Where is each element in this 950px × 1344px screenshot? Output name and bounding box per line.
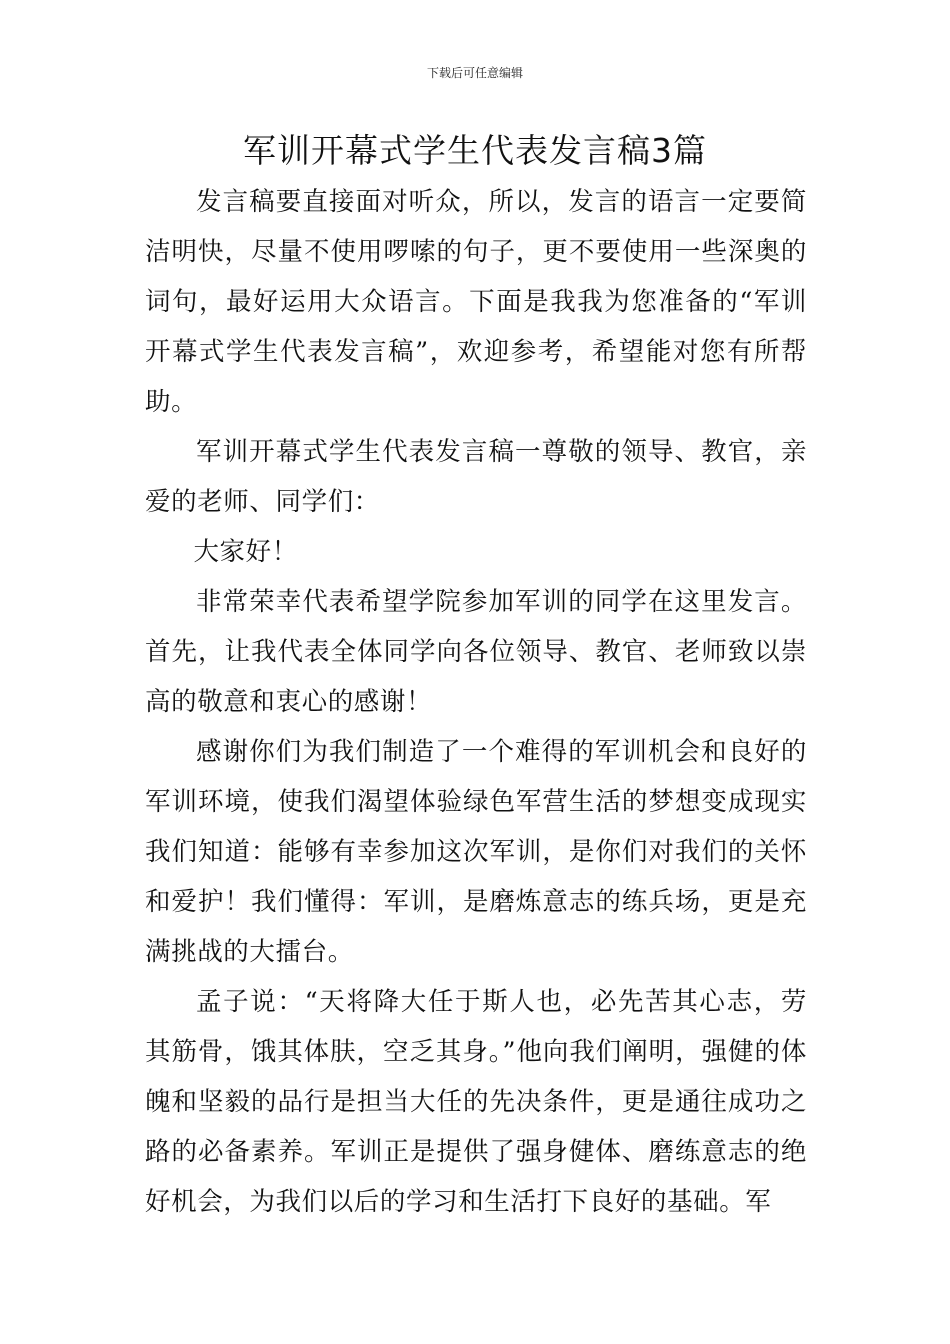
document-body [145, 177, 807, 1227]
paragraph-thanks: 感谢你们为我们制造了一个难得的军训机会和良好的军训环境，使我们渴望体验绿色军营生活的梦想变成现实我们知道：能够有幸参加这次军训，是你们对我们的关怀和爱护！我们懂得：军训，是磨炼意志的练兵场，更是充满挑战的大擂台。 [145, 737, 807, 967]
paragraph-salutation: 军训开幕式学生代表发言稿一尊敬的领导、教官，亲爱的老师、同学们： [145, 437, 807, 517]
paragraph-greeting: 大家好！ [193, 537, 298, 567]
paragraph-intro: 发言稿要直接面对听众，所以，发言的语言一定要简洁明快，尽量不使用啰嗦的句子，更不要使用一些深奥的词句，最好运用大众语言。下面是我我为您准备的“军训开幕式学生代表发言稿”，欢迎参考，希望能对您有所帮助。 [145, 187, 807, 417]
document-title: 军训开幕式学生代表发言稿3篇 [243, 131, 707, 170]
header-note: 下载后可任意编辑 [426, 66, 523, 80]
paragraph-mencius: 孟子说：“天将降大任于斯人也，必先苦其心志，劳其筋骨，饿其体肤，空乏其身。”他向我们阐明，强健的体魄和坚毅的品行是担当大任的先决条件，更是通往成功之路的必备素养。军训正是提供了强身健体、磨练意志的绝好机会，为我们以后的学习和生活打下良好的基础。军 [145, 987, 807, 1217]
paragraph-honor: 非常荣幸代表希望学院参加军训的同学在这里发言。首先，让我代表全体同学向各位领导、教官、老师致以崇高的敬意和衷心的感谢！ [145, 587, 807, 717]
